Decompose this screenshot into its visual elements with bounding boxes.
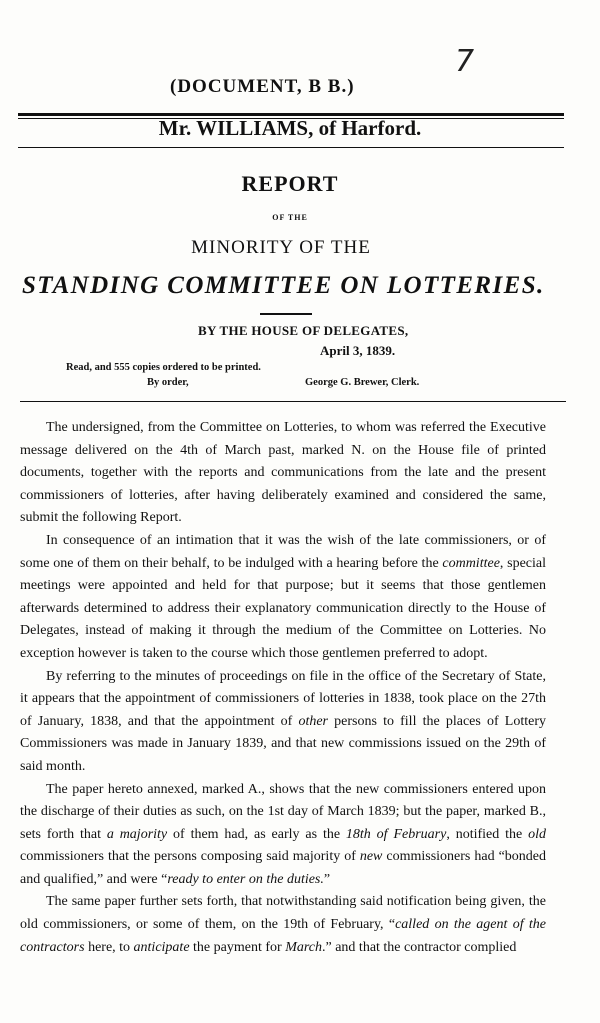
handwritten-page-mark: 7 (455, 44, 475, 79)
house-line: BY THE HOUSE OF DELEGATES, (198, 323, 409, 338)
paragraph-4: The paper hereto annexed, marked A., shows that the new commissioners entered upon the discharge of their duties as such, on the 1st day of March 1839; but the paper, marked B., sets forth that a majority of them had, as early as the 18th of February, notified the old commissioners that the persons composing said majority of new commissioners had “bonded and qualified,” and were “ready to enter on the duties.” (20, 781, 546, 887)
author-rule (18, 147, 564, 148)
paragraph-2: In consequence of an intimation that it was the wish of the late commissioners, or of some one of them on their behalf, to be indulged with a hearing before the committee, special meetings were appointed and held for that purpose; but it seems that those gentlemen afterwards determined to address their explanatory communication directly to the House of Delegates, instead of making it through the medium of the Committee on Lotteries. No exception however is taken to the course which those gentlemen preferred to adopt. (20, 532, 546, 661)
date-line: April 3, 1839. (320, 343, 396, 358)
clerk-line: George G. Brewer, Clerk. (305, 377, 420, 388)
author-line: Mr. WILLIAMS, of Harford. (158, 116, 422, 140)
paragraph-1: The undersigned, from the Committee on Lotteries, to whom was referred the Executive message delivered on the 4th of March past, marked N. on the House file of printed documents, together with the reports and communications from the late and the present commissioners of lotteries, after having deliberately examined and considered the same, submit the following Report. (20, 420, 546, 526)
short-rule (260, 313, 312, 315)
paragraph-5: The same paper further sets forth, that notwithstanding said notification being given, the old commissioners, or some of them, on the 19th of February, “called on the agent of the contractors here, to anticipate the payment for March.” and that the contractor complied (20, 894, 546, 955)
minority-heading: MINORITY OF THE (191, 237, 371, 258)
document-label: (DOCUMENT, B B.) (170, 76, 355, 97)
paragraph-3: By referring to the minutes of proceedings on file in the office of the Secretary of State, it appears that the appointment of commissioners of lotteries in 1838, took place on the 27th of January, 1838, and that the appointment of other persons to fill the places of Lottery Commissioners was made in January 1839, and that new commissions issued on the 29th of said month. (20, 668, 547, 774)
print-order-line: Read, and 555 copies ordered to be printed. (66, 362, 261, 373)
committee-heading: STANDING COMMITTEE ON LOTTERIES. (22, 272, 545, 299)
section-divider (20, 401, 566, 402)
report-title: REPORT (241, 171, 339, 196)
of-the-label: OF THE (272, 213, 308, 222)
by-order-line: By order, (147, 377, 189, 388)
report-body (20, 417, 546, 959)
